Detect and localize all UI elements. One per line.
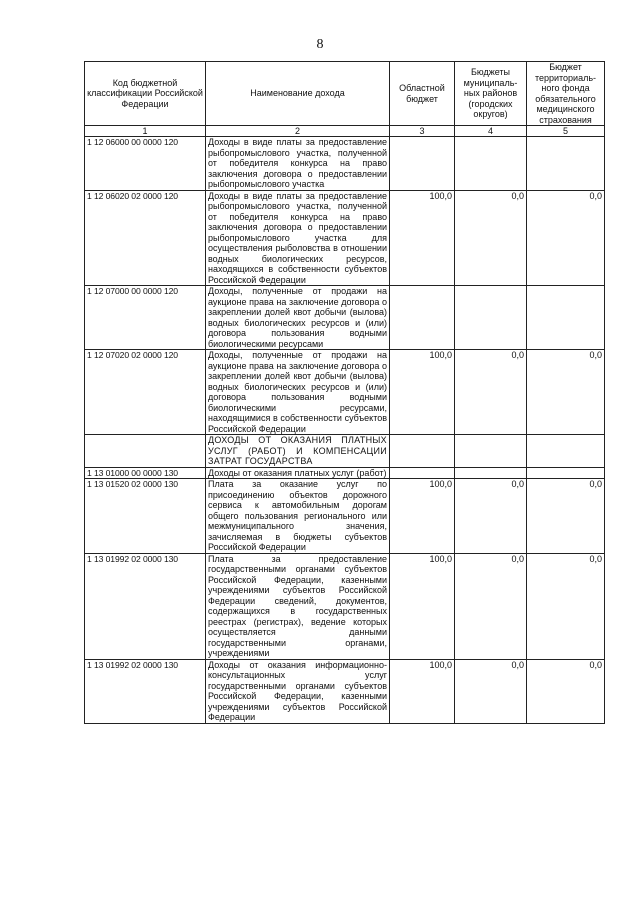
column-number: 3 xyxy=(390,126,455,137)
column-number: 4 xyxy=(455,126,527,137)
row-name: Плата за предоставление государственными органами субъектов Российской Федерации, казенными учреждениями субъектов Российской Федерации сведений, документов, содержащихся в государственных реестрах (регистрах), ведение которых осуществляется данными государственными органами, учреждениями xyxy=(206,553,390,659)
row-municipal: 0,0 xyxy=(455,553,527,659)
section-heading: ДОХОДЫ ОТ ОКАЗАНИЯ ПЛАТНЫХ УСЛУГ (РАБОТ) И КОМПЕНСАЦИИ ЗАТРАТ ГОСУДАРСТВА xyxy=(206,435,390,468)
table-row xyxy=(85,286,605,350)
row-municipal: 0,0 xyxy=(455,350,527,435)
page-number: 8 xyxy=(316,37,324,52)
column-number: 1 xyxy=(85,126,206,137)
row-municipal: 0,0 xyxy=(455,659,527,723)
row-municipal: 0,0 xyxy=(455,190,527,286)
row-code: 1 13 01520 02 0000 130 xyxy=(85,479,206,554)
row-fund: 0,0 xyxy=(527,190,605,286)
row-regional: 100,0 xyxy=(390,350,455,435)
row-code xyxy=(85,435,206,468)
column-numbers-row xyxy=(85,126,605,137)
table-header-row xyxy=(85,62,605,126)
table-row xyxy=(85,137,605,191)
row-regional xyxy=(390,435,455,468)
header-code: Код бюджетной классификации Российской Федерации xyxy=(85,62,206,126)
row-fund: 0,0 xyxy=(527,479,605,554)
row-fund: 0,0 xyxy=(527,553,605,659)
row-name: Доходы от оказания информационно-консультационных услуг государственными органами субъектов Российской Федерации, казенными учреждениями субъектов Российской Федерации xyxy=(206,659,390,723)
row-code: 1 12 07020 02 0000 120 xyxy=(85,350,206,435)
table-row-section xyxy=(85,435,605,468)
header-regional: Областной бюджет xyxy=(390,62,455,126)
row-regional xyxy=(390,137,455,191)
row-fund: 0,0 xyxy=(527,659,605,723)
table-row xyxy=(85,190,605,286)
row-municipal xyxy=(455,137,527,191)
header-municipal: Бюджеты муниципаль-ных районов (городских округов) xyxy=(455,62,527,126)
row-regional xyxy=(390,286,455,350)
row-municipal xyxy=(455,286,527,350)
row-fund xyxy=(527,467,605,479)
row-fund xyxy=(527,286,605,350)
row-name: Доходы в виде платы за предоставление рыбопромыслового участка, полученной от победителя конкурса на право заключения договора о предоставлении рыбопромыслового участка для осуществления рыболовства в отношении водных биологических ресурсов, находящихся в собственности субъектов Российской Федерации xyxy=(206,190,390,286)
table-row xyxy=(85,479,605,554)
row-name: Плата за оказание услуг по присоединению объектов дорожного сервиса к автомобильным дорогам общего пользования регионального или межмуниципального значения, зачисляемая в бюджеты субъектов Российской Федерации xyxy=(206,479,390,554)
row-municipal: 0,0 xyxy=(455,479,527,554)
table-row xyxy=(85,659,605,723)
row-code: 1 12 06020 02 0000 120 xyxy=(85,190,206,286)
row-name: Доходы, полученные от продажи на аукционе права на заключение договора о закреплении долей квот добычи (вылова) водных биологических ресурсов и (или) договора пользования водными биологическими ресурсами xyxy=(206,286,390,350)
row-regional xyxy=(390,467,455,479)
row-fund xyxy=(527,435,605,468)
row-code: 1 12 06000 00 0000 120 xyxy=(85,137,206,191)
header-fund: Бюджет территориаль-ного фонда обязательного медицинского страхования xyxy=(527,62,605,126)
row-fund xyxy=(527,137,605,191)
row-regional: 100,0 xyxy=(390,479,455,554)
row-regional: 100,0 xyxy=(390,659,455,723)
row-municipal xyxy=(455,435,527,468)
row-code: 1 12 07000 00 0000 120 xyxy=(85,286,206,350)
revenue-table xyxy=(84,61,605,724)
row-municipal xyxy=(455,467,527,479)
row-name: Доходы от оказания платных услуг (работ) xyxy=(206,467,390,479)
column-number: 5 xyxy=(527,126,605,137)
row-code: 1 13 01000 00 0000 130 xyxy=(85,467,206,479)
row-name: Доходы в виде платы за предоставление рыбопромыслового участка, полученной от победителя конкурса на право заключения договора о предоставлении рыбопромыслового участка xyxy=(206,137,390,191)
row-code: 1 13 01992 02 0000 130 xyxy=(85,659,206,723)
row-name: Доходы, полученные от продажи на аукционе права на заключение договора о закреплении долей квот добычи (вылова) водных биологических ресурсов и (или) договора пользования водными биологическими ресурсами, находящимися в собственности субъектов Российской Федерации xyxy=(206,350,390,435)
table-row xyxy=(85,467,605,479)
row-code: 1 13 01992 02 0000 130 xyxy=(85,553,206,659)
row-regional: 100,0 xyxy=(390,190,455,286)
header-name: Наименование дохода xyxy=(206,62,390,126)
column-number: 2 xyxy=(206,126,390,137)
table-row xyxy=(85,553,605,659)
row-regional: 100,0 xyxy=(390,553,455,659)
row-fund: 0,0 xyxy=(527,350,605,435)
table-row xyxy=(85,350,605,435)
